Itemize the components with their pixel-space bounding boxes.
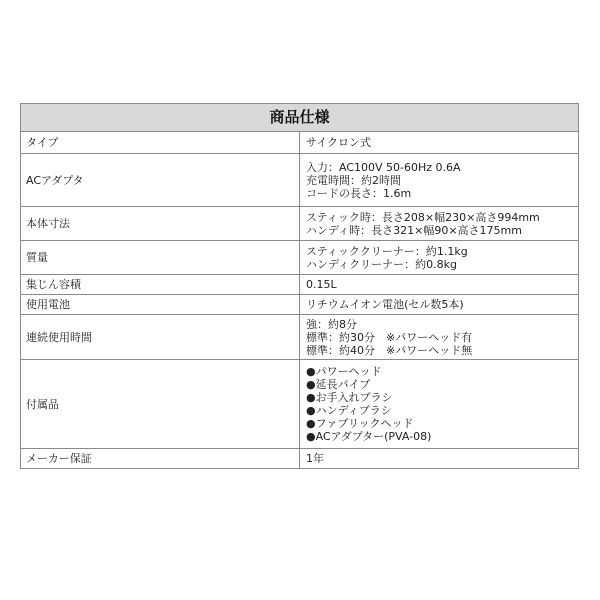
spec-row [21,241,579,275]
spec-table [20,103,579,469]
spec-value-line: ●パワーヘッド [306,365,382,378]
spec-value-line: 強：約8分 [306,317,357,331]
spec-value [300,449,579,469]
spec-value-line: ●ハンディブラシ [306,404,392,417]
spec-value-line: スティック時：長さ208×幅230×高さ994mm [306,210,540,224]
spec-row [21,132,579,154]
spec-row [21,449,579,469]
spec-value-line: 標準：約40分 ※パワーヘッド無 [306,343,473,357]
spec-value-line: ハンディ時：長さ321×幅90×高さ175mm [306,223,522,237]
spec-value-line: 0.15L [306,278,337,291]
spec-value [300,275,579,295]
spec-value [300,154,579,207]
spec-label: メーカー保証 [21,449,300,469]
spec-value-line: ハンディクリーナー：約0.8kg [306,257,457,271]
spec-label: 質量 [21,241,300,275]
spec-value [300,241,579,275]
spec-value [300,207,579,241]
title-row [21,104,579,132]
spec-row [21,154,579,207]
spec-value-line: リチウムイオン電池(セル数5本) [306,298,464,311]
spec-label: タイプ [21,132,300,154]
spec-value-line: ●ACアダプター(PVA-08) [306,430,432,443]
spec-value-line: ●お手入れブラシ [306,391,393,404]
spec-row [21,295,579,315]
spec-value-line: 1年 [306,452,324,465]
spec-label: ACアダプタ [21,154,300,207]
spec-value [300,295,579,315]
spec-row [21,315,579,360]
spec-value-line: 入力：AC100V 50-60Hz 0.6A [306,160,461,174]
table-title: 商品仕様 [21,104,579,132]
spec-value-line: スティッククリーナー：約1.1kg [306,244,468,258]
spec-value [300,360,579,449]
spec-label: 付属品 [21,360,300,449]
spec-value [300,132,579,154]
spec-value-line: 充電時間：約2時間 [306,173,401,187]
spec-label: 連続使用時間 [21,315,300,360]
spec-row [21,275,579,295]
spec-value-line: サイクロン式 [306,136,372,149]
spec-value-line: 標準：約30分 ※パワーヘッド有 [306,330,473,344]
spec-value-line: ●延長パイプ [306,378,371,391]
spec-value-line: コードの長さ：1.6m [306,186,412,200]
spec-row [21,360,579,449]
spec-value-line: ●ファブリックヘッド [306,417,414,430]
spec-label: 集じん容積 [21,275,300,295]
spec-label: 使用電池 [21,295,300,315]
spec-label: 本体寸法 [21,207,300,241]
spec-row [21,207,579,241]
spec-value [300,315,579,360]
spec-table-body [21,104,579,469]
